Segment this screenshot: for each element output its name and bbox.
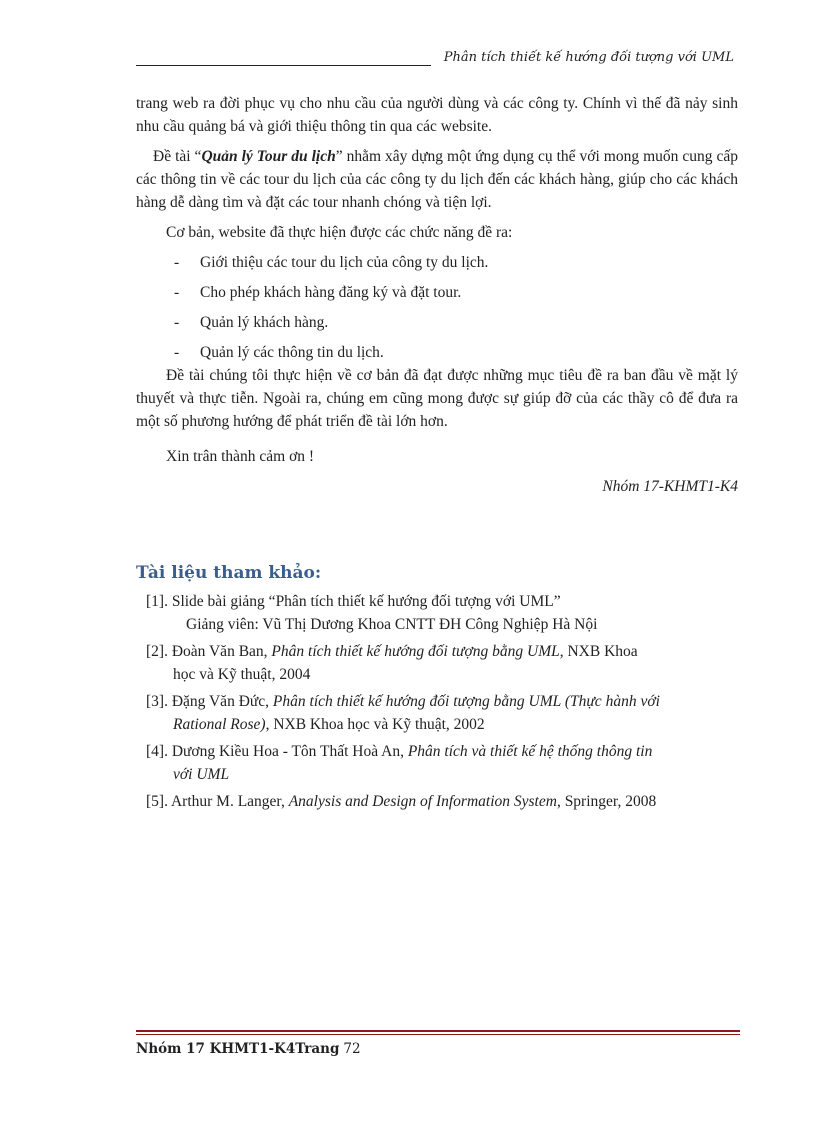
reference-2-pub2: học và Kỹ thuật, 2004: [173, 666, 311, 683]
page-footer: [136, 1041, 361, 1057]
page-number: 72: [343, 1041, 361, 1057]
reference-3-pub: , NXB Khoa học và Kỹ thuật, 2002: [265, 716, 485, 733]
signature: Nhóm 17-KHMT1-K4: [602, 478, 738, 495]
bullet-mark: -: [174, 254, 180, 271]
reference-5-pub: , Springer, 2008: [556, 793, 657, 810]
reference-2-title: Phân tích thiết kế hướng đối tượng bằng UML: [271, 643, 560, 660]
reference-item: [146, 790, 740, 813]
list-item: [174, 341, 738, 364]
bullet-mark: -: [174, 314, 180, 331]
footer-rule: [136, 1030, 740, 1035]
reference-item: [146, 590, 740, 636]
references-list: [146, 590, 740, 817]
header-title: Phân tích thiết kế hướng đối tượng với UML: [443, 50, 734, 65]
bullet-mark: -: [174, 344, 180, 361]
bullet-text: Quản lý khách hàng.: [200, 314, 329, 331]
references-heading: Tài liệu tham khảo:: [136, 563, 322, 583]
bullet-text: Quản lý các thông tin du lịch.: [200, 344, 384, 361]
list-item: [174, 281, 738, 304]
reference-item: [146, 640, 740, 686]
topic-suffix: ” nhằm xây dựng một ứng dụng cụ thể với mong muốn cung cấp các thông tin về các tour du lịch của các công ty du lịch đến các khách hàng, giúp cho các khách hàng dễ dàng tìm và đặt các tour nhanh chóng và tiện lợi.: [136, 148, 738, 211]
header-rule: [136, 65, 431, 66]
paragraph-conclusion: Đề tài chúng tôi thực hiện về cơ bản đã đạt được những mục tiêu đề ra ban đầu về mặt lý thuyết và thực tiễn. Ngoài ra, chúng em cũng mong được sự giúp đỡ của các thầy cô để đưa ra một số phương hướng để phát triển đề tài lớn hơn.: [136, 367, 738, 430]
bullet-mark: -: [174, 284, 180, 301]
list-item: [174, 311, 738, 334]
reference-2-author: [2]. Đoàn Văn Ban,: [146, 643, 272, 660]
reference-3-title1: Phân tích thiết kế hướng đối tượng bằng UML (Thực hành với: [272, 693, 660, 710]
reference-1-line2: Giảng viên: Vũ Thị Dương Khoa CNTT ĐH Công Nghiệp Hà Nội: [186, 616, 598, 633]
reference-3-author: [3]. Đặng Văn Đức,: [146, 693, 273, 710]
reference-4-author: [4]. Dương Kiều Hoa - Tôn Thất Hoà An,: [146, 743, 408, 760]
reference-3-title2: Rational Rose): [173, 716, 266, 733]
page-header: [136, 50, 736, 68]
reference-2-pub1: , NXB Khoa: [559, 643, 638, 660]
footer-label: Nhóm 17 KHMT1-K4Trang: [136, 1041, 340, 1057]
bullet-text: Cho phép khách hàng đăng ký và đặt tour.: [200, 284, 462, 301]
reference-1-line1: [1]. Slide bài giảng “Phân tích thiết kế hướng đối tượng với UML”: [146, 593, 561, 610]
reference-item: [146, 740, 740, 786]
list-item: [174, 251, 738, 274]
bullet-text: Giới thiệu các tour du lịch của công ty du lịch.: [200, 254, 489, 271]
paragraph-features: Cơ bản, website đã thực hiện được các chức năng đề ra:: [166, 224, 513, 241]
paragraph-topic: [136, 145, 738, 214]
reference-item: [146, 690, 740, 736]
reference-4-title2: với UML: [173, 766, 230, 783]
reference-4-title1: Phân tích và thiết kế hệ thống thông tin: [407, 743, 653, 760]
topic-title: Quản lý Tour du lịch: [201, 148, 336, 165]
reference-5-author: [5]. Arthur M. Langer,: [146, 793, 289, 810]
thanks-line: Xin trân thành cảm ơn !: [166, 448, 315, 465]
main-body: [136, 92, 738, 498]
paragraph-intro: trang web ra đời phục vụ cho nhu cầu của người dùng và các công ty. Chính vì thế đã nảy sinh nhu cầu quảng bá và giới thiệu thông tin qua các website.: [136, 95, 738, 135]
topic-prefix: Đề tài “: [153, 148, 202, 165]
reference-5-title: Analysis and Design of Information System: [288, 793, 557, 810]
